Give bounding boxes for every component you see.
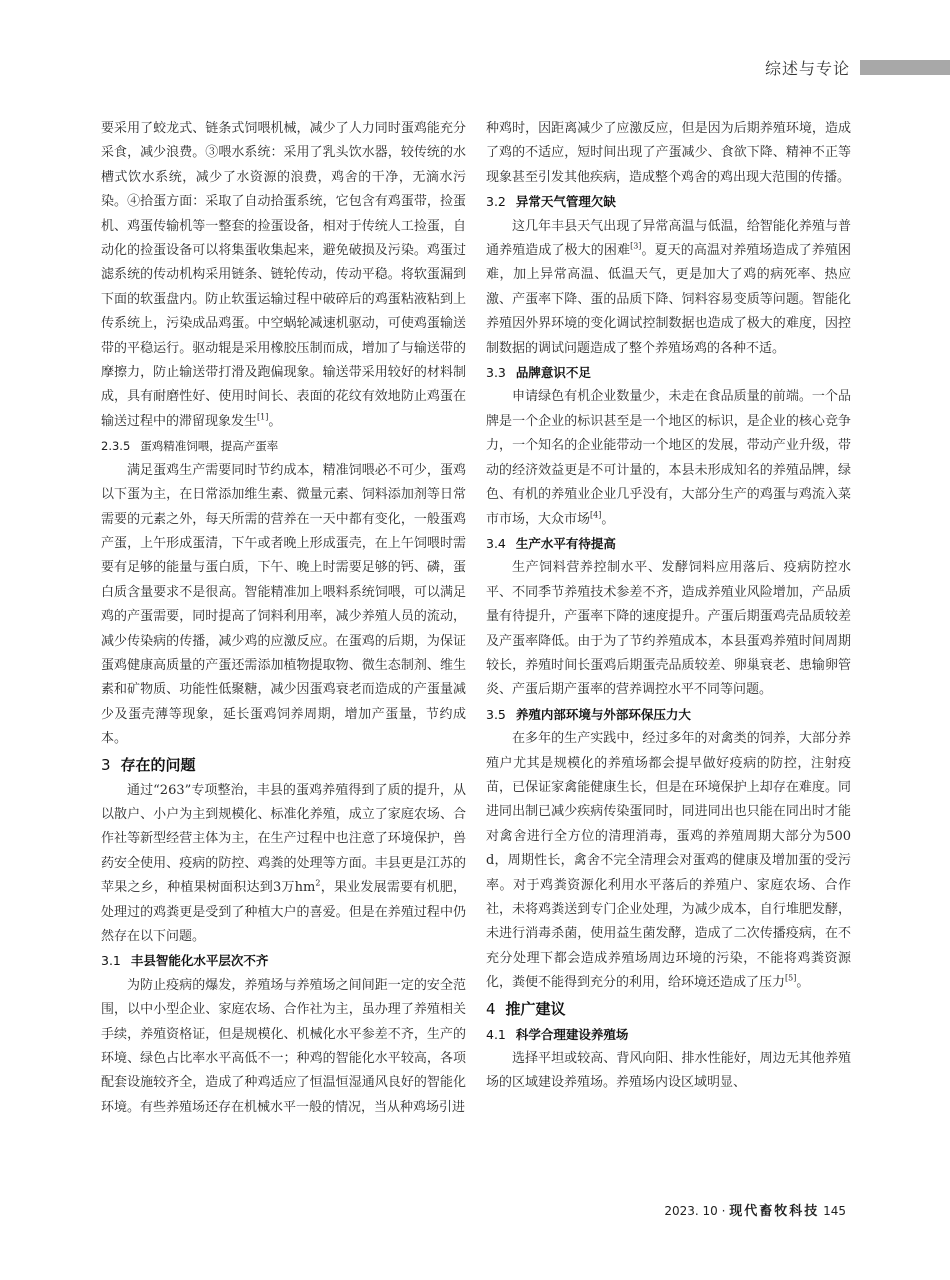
- left-column: [101, 117, 466, 1120]
- header-bar: [860, 60, 950, 75]
- paragraph: 满足蛋鸡生产需要同时节约成本，精准饲喂必不可少，蛋鸡以下蛋为主，在日常添加维生素、微量元素、饲料添加剂等日常需要的元素之外，每天所需的营养在一天中都有变化，一般蛋鸡产蛋，上午形成蛋清，下午或者晚上形成蛋壳，在上午饲喂时需要有足够的能量与蛋白质，下午、晚上时需要足够的钙、磷，蛋白质含量要求不是很高。智能精准加上喂料系统饲喂，可以满足鸡的产蛋需要，同时提高了饲料利用率，减少养殖人员的流动，减少传染病的传播，减少鸡的应激反应。在蛋鸡的后期，为保证蛋鸡健康高质量的产蛋还需添加植物提取物、微生态制剂、维生素和矿物质、功能性低聚糖，减少因蛋鸡衰老而造成的产蛋量减少及蛋壳薄等现象，延长蛋鸡饲养周期，增加产蛋量，节约成本。: [101, 462, 466, 747]
- citation: [1]: [257, 412, 269, 422]
- page-footer: [664, 1203, 846, 1220]
- page-number: 145: [823, 1204, 846, 1218]
- section-label: 综述与专论: [764, 59, 850, 78]
- citation: [5]: [785, 973, 797, 983]
- right-column: [486, 117, 851, 1096]
- heading-3: 3 存在的问题: [101, 755, 196, 774]
- superscript: 2: [315, 878, 321, 888]
- paragraph: 为防止疫病的爆发，养殖场与养殖场之间间距一定的安全范围，以中小型企业、家庭农场、合作社为主，虽办理了养殖相关手续，养殖资格证，但是规模化、机械化水平参差不齐，生产的环境、绿色占比率水平高低不一；种鸡的智能化水平较高，各项配套设施较齐全，造成了种鸡适应了恒温恒湿通风良好的智能化环境。有些养殖场还存在机械水平一般的情况，当从种鸡场引进: [101, 977, 466, 1115]
- heading-3-2: 3.2 异常天气管理欠缺: [486, 194, 616, 210]
- paragraph: 申请绿色有机企业数量少，未走在食品质量的前端。一个品牌是一个企业的标识甚至是一个地区的标识，是企业的核心竞争力，一个知名的企业能带动一个地区的发展，带动产业升级，带动的经济效益更是不可计量的，本县未形成知名的养殖品牌，绿色、有机的养殖业企业几乎没有，大部分生产的鸡蛋与鸡流入菜市市场，大众市场[4]。: [486, 389, 851, 527]
- paragraph: 生产饲料营养控制水平、发酵饲料应用落后、疫病防控水平、不同季节养殖技术参差不齐，造成养殖业风险增加，产品质量有待提升，产蛋率下降的速度提升。产蛋后期蛋鸡壳品质较差及产蛋率降低。由于为了节约养殖成本，本县蛋鸡养殖时间周期较长，养殖时间长蛋鸡后期蛋壳品质较差、卵巢衰老、患输卵管炎、产蛋后期产蛋率的营养调控水平不同等问题。: [486, 560, 851, 698]
- paragraph: 选择平坦或较高、背风向阳、排水性能好，周边无其他养殖场的区域建设养殖场。养殖场内设区域明显、: [486, 1051, 851, 1091]
- heading-4: 4 推广建议: [486, 999, 566, 1018]
- citation: [4]: [590, 510, 602, 520]
- heading-3-4: 3.4 生产水平有待提高: [486, 535, 616, 551]
- paragraph: 要采用了蛟龙式、链条式饲喂机械，减少了人力同时蛋鸡能充分采食，减少浪费。③喂水系统：采用了乳头饮水器，较传统的水槽式饮水系统，减少了水资源的浪费，鸡舍的干净，无滴水污染。④拾蛋方面：采取了自动拾蛋系统，它包含有鸡蛋带，捡蛋机、鸡蛋传输机等一整套的捡蛋设备，相对于传统人工捡蛋，自动化的捡蛋设备可以将集蛋收集起来，避免破损及污染。鸡蛋过滤系统的传动机构采用链条、链轮传动，传动平稳。将软蛋漏到下面的软蛋盘内。防止软蛋运输过程中破碎后的鸡蛋粘液粘到上传系统上，污染成品鸡蛋。中空蜗轮减速机驱动，可使鸡蛋输送带的平稳运行。驱动辊是采用橡胶压制而成，增加了与输送带的摩擦力，防止输送带打滑及跑偏现象。输送带采用较好的材料制成，具有耐磨性好、使用时间长、表面的花纹有效地防止鸡蛋在输送过程中的滞留现象发生[1]。: [101, 121, 466, 429]
- paragraph: 这几年丰县天气出现了异常高温与低温，给智能化养殖与普通养殖造成了极大的困难[3]。夏天的高温对养殖场造成了养殖困难，加上异常高温、低温天气，更是加大了鸡的病死率、热应激、产蛋率下降、蛋的品质下降、饲料容易变质等问题。智能化养殖因外界环境的变化调试控制数据也造成了极大的难度，因控制数据的调试问题造成了整个养殖场鸡的各种不适。: [486, 218, 851, 356]
- heading-3-3: 3.3 品牌意识不足: [486, 365, 591, 381]
- issue-date: 2023. 10 ·: [664, 1204, 726, 1218]
- heading-2-3-5: 2.3.5 蛋鸡精准饲喂，提高产蛋率: [101, 439, 279, 454]
- paragraph: 种鸡时，因距离减少了应激反应，但是因为后期养殖环境，造成了鸡的不适应，短时间出现了产蛋减少、食欲下降、精神不正等现象甚至引发其他疾病，造成整个鸡舍的鸡出现大范围的传播。: [486, 121, 851, 185]
- heading-3-5: 3.5 养殖内部环境与外部环保压力大: [486, 706, 691, 722]
- paragraph: 通过“263”专项整治，丰县的蛋鸡养殖得到了质的提升，从以散户、小户为主到规模化、标准化养殖，成立了家庭农场、合作社等新型经营主体为主，在生产过程中也注意了环境保护，兽药安全使用、疫病的防控、鸡粪的处理等方面。丰县更是江苏的苹果之乡，种植果树面积达到3万$hm^2$，果业发展需要有机肥，处理过的鸡粪更是受到了种植大户的喜爱。但是在养殖过程中仍然存在以下问题。: [101, 782, 466, 944]
- heading-4-1: 4.1 科学合理建设养殖场: [486, 1026, 629, 1042]
- paragraph: 在多年的生产实践中，经过多年的对禽类的饲养，大部分养殖户尤其是规模化的养殖场都会提早做好疫病的防控，注射疫苗，已保证家禽能健康生长，但是在环境保护上却存在难度。同进同出制已减少疾病传染蛋同时，同进同出也只能在同出时才能对禽舍进行全方位的清理消毒，蛋鸡的养殖周期大部分为500 d，周期性长，禽舍不完全清理会对蛋鸡的健康及增加蛋的受污率。对于鸡粪资源化利用水平落后的养殖户、家庭农场、合作社，未将鸡粪送到专门企业处理，为减少成本，自行堆肥发酵，未进行消毒杀菌，使用益生菌发酵，造成了二次传播疫病，在不充分处理下都会造成养殖场周边环境的污染，不能将鸡粪资源化，粪便不能得到充分的利用，给环境还造成了压力[5]。: [486, 731, 851, 991]
- heading-3-1: 3.1 丰县智能化水平层次不齐: [101, 953, 269, 969]
- journal-name: 现代畜牧科技: [729, 1204, 820, 1219]
- citation: [3]: [630, 241, 642, 251]
